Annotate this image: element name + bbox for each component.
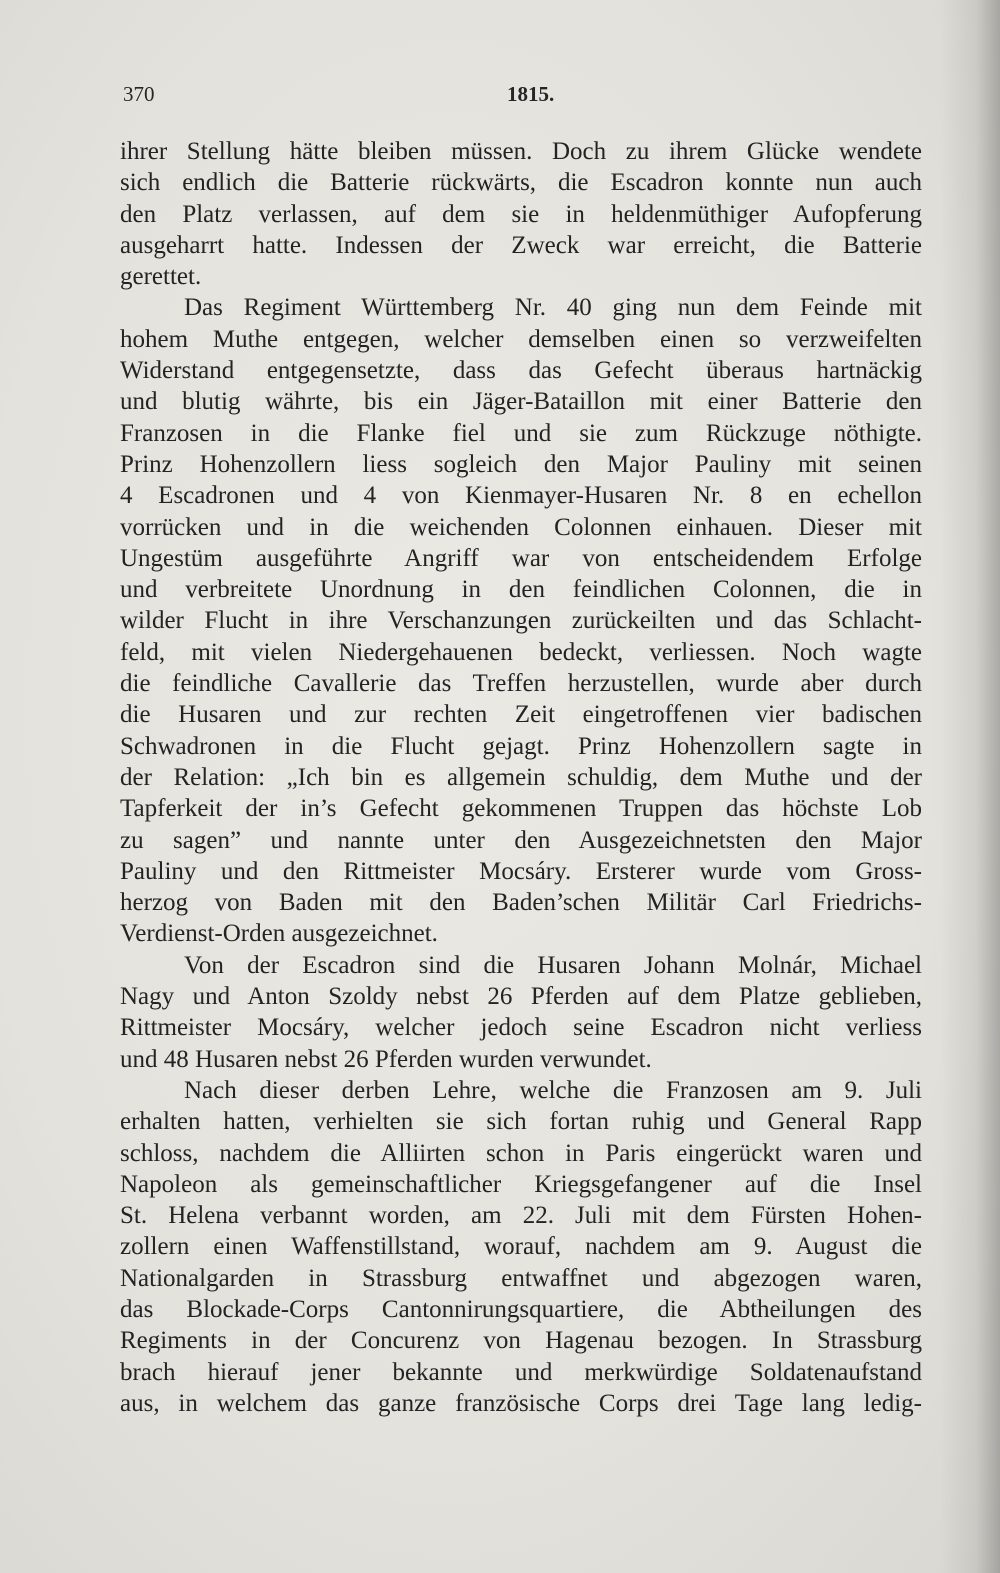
page-number: 370 — [123, 82, 155, 106]
text-line: Widerstand entgegensetzte, dass das Gefecht überaus hartnäckig — [120, 357, 922, 385]
text-line: Schwadronen in die Flucht gejagt. Prinz Hohenzollern sagte in — [120, 732, 922, 760]
text-line: die feindliche Cavallerie das Treffen herzustellen, wurde aber durch — [120, 670, 922, 698]
running-head-year: 1815. — [507, 82, 555, 106]
text-line: 4 Escadronen und 4 von Kienmayer-Husaren Nr. 8 en echellon — [120, 482, 922, 510]
text-line: und verbreitete Unordnung in den feindlichen Colonnen, die in — [120, 576, 922, 604]
text-line: Prinz Hohenzollern liess sogleich den Major Pauliny mit seinen — [120, 450, 922, 478]
text-line: Nach dieser derben Lehre, welche die Franzosen am 9. Juli — [184, 1076, 922, 1104]
text-line: Pauliny und den Rittmeister Mocsáry. Ersterer wurde vom Gross- — [120, 857, 922, 885]
text-line: Von der Escadron sind die Husaren Johann Molnár, Michael — [184, 951, 922, 979]
page-edge-shadow — [940, 0, 1000, 1573]
text-line: Napoleon als gemeinschaftlicher Kriegsgefangener auf die Insel — [120, 1170, 922, 1198]
body-text — [120, 136, 922, 1419]
text-line: Verdienst-Orden ausgezeichnet. — [120, 920, 438, 948]
text-line: das Blockade-Corps Cantonnirungsquartiere, die Abtheilungen des — [120, 1295, 922, 1323]
page-header — [123, 82, 920, 112]
text-line: Rittmeister Mocsáry, welcher jedoch seine Escadron nicht verliess — [120, 1014, 922, 1042]
text-line: Nationalgarden in Strassburg entwaffnet und abgezogen waren, — [120, 1264, 922, 1292]
text-line: ihrer Stellung hätte bleiben müssen. Doch zu ihrem Glücke wendete — [120, 138, 922, 165]
text-line: hohem Muthe entgegen, welcher demselben einen so verzweifelten — [120, 325, 922, 353]
text-line: vorrücken und in die weichenden Colonnen einhauen. Dieser mit — [120, 513, 922, 541]
text-line: schloss, nachdem die Alliirten schon in Paris eingerückt waren und — [120, 1139, 922, 1167]
text-line: und 48 Husaren nebst 26 Pferden wurden verwundet. — [120, 1045, 652, 1073]
text-line: sich endlich die Batterie rückwärts, die Escadron konnte nun auch — [120, 169, 922, 197]
text-line: Nagy und Anton Szoldy nebst 26 Pferden auf dem Platze geblieben, — [120, 983, 922, 1011]
text-line: Tapferkeit der in’s Gefecht gekommenen Truppen das höchste Lob — [120, 795, 922, 823]
text-line: erhalten hatten, verhielten sie sich fortan ruhig und General Rapp — [120, 1108, 922, 1136]
text-line: Franzosen in die Flanke fiel und sie zum Rückzuge nöthigte. — [120, 419, 922, 447]
text-line: ausgeharrt hatte. Indessen der Zweck war erreicht, die Batterie — [120, 231, 922, 259]
text-line: zu sagen” und nannte unter den Ausgezeichnetsten den Major — [120, 826, 922, 854]
text-line: brach hierauf jener bekannte und merkwürdige Soldatenaufstand — [120, 1358, 922, 1386]
text-line: wilder Flucht in ihre Verschanzungen zurückeilten und das Schlacht- — [120, 607, 922, 635]
text-line: die Husaren und zur rechten Zeit eingetroffenen vier badischen — [120, 701, 922, 729]
text-line: herzog von Baden mit den Baden’schen Militär Carl Friedrichs- — [120, 889, 922, 917]
text-line: den Platz verlassen, auf dem sie in heldenmüthiger Aufopferung — [120, 200, 922, 228]
text-line: Regiments in der Concurenz von Hagenau bezogen. In Strassburg — [120, 1327, 922, 1355]
text-line: St. Helena verbannt worden, am 22. Juli mit dem Fürsten Hohen- — [120, 1202, 922, 1230]
text-line: Das Regiment Württemberg Nr. 40 ging nun dem Feinde mit — [184, 294, 922, 322]
text-line: aus, in welchem das ganze französische Corps drei Tage lang ledig- — [120, 1389, 922, 1417]
text-line: zollern einen Waffenstillstand, worauf, nachdem am 9. August die — [120, 1233, 922, 1261]
text-line: der Relation: „Ich bin es allgemein schuldig, dem Muthe und der — [120, 763, 922, 791]
text-line: gerettet. — [120, 263, 202, 291]
text-line: Ungestüm ausgeführte Angriff war von entscheidendem Erfolge — [120, 544, 922, 572]
text-line: feld, mit vielen Niedergehauenen bedeckt, verliessen. Noch wagte — [120, 638, 922, 666]
text-line: und blutig währte, bis ein Jäger-Bataillon mit einer Batterie den — [120, 388, 922, 416]
